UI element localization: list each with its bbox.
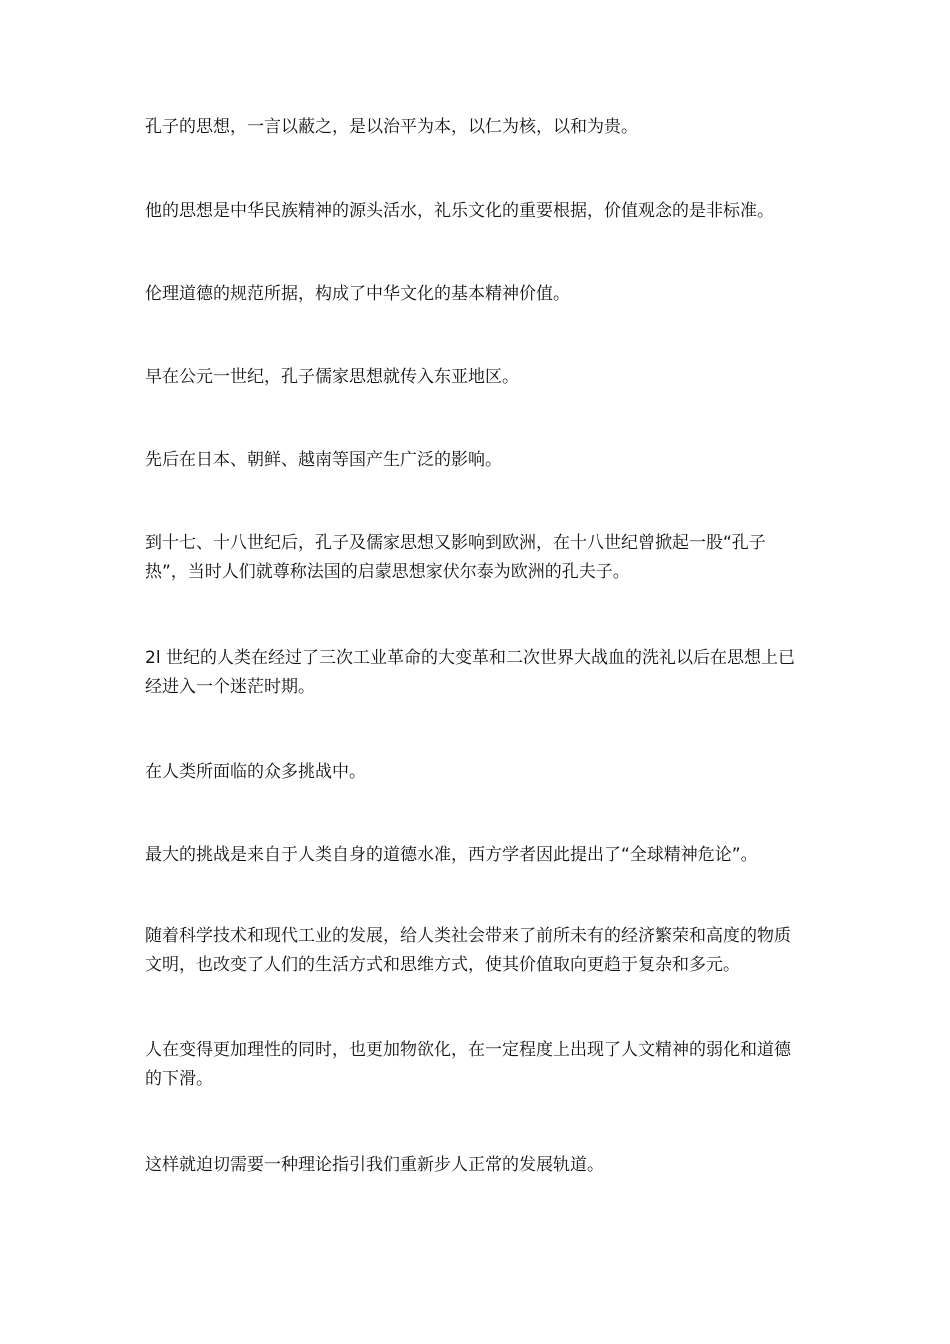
- paragraph-1: 孔子的思想，一言以蔽之，是以治平为本，以仁为核，以和为贵。: [145, 117, 638, 137]
- paragraph-5: 先后在日本、朝鲜、越南等国产生广泛的影响。: [145, 450, 502, 470]
- paragraph-10: 随着科学技术和现代工业的发展，给人类社会带来了前所未有的经济繁荣和高度的物质文明，也改变了人们的生活方式和思维方式，使其价值取向更趋于复杂和多元。: [145, 926, 791, 975]
- paragraph-3: 伦理道德的规范所据，构成了中华文化的基本精神价值。: [145, 284, 570, 304]
- paragraph-2: 他的思想是中华民族精神的源头活水，礼乐文化的重要根据，价值观念的是非标准。: [145, 201, 774, 221]
- paragraph-8: 在人类所面临的众多挑战中。: [145, 762, 366, 782]
- paragraph-12: 这样就迫切需要一种理论指引我们重新步人正常的发展轨道。: [145, 1155, 604, 1175]
- paragraph-4: 早在公元一世纪，孔子儒家思想就传入东亚地区。: [145, 367, 519, 387]
- paragraph-6: 到十七、十八世纪后，孔子及儒家思想又影响到欧洲，在十八世纪曾掀起一股“孔子热”，当时人们就尊称法国的启蒙思想家伏尔泰为欧洲的孔夫子。: [145, 533, 766, 582]
- paragraph-11: 人在变得更加理性的同时，也更加物欲化，在一定程度上出现了人文精神的弱化和道德的下滑。: [145, 1040, 791, 1089]
- paragraph-9: 最大的挑战是来自于人类自身的道德水准，西方学者因此提出了“全球精神危论”。: [145, 845, 758, 865]
- paragraph-7: 2l 世纪的人类在经过了三次工业革命的大变革和二次世界大战血的洗礼以后在思想上已经进入一个迷茫时期。: [145, 648, 795, 697]
